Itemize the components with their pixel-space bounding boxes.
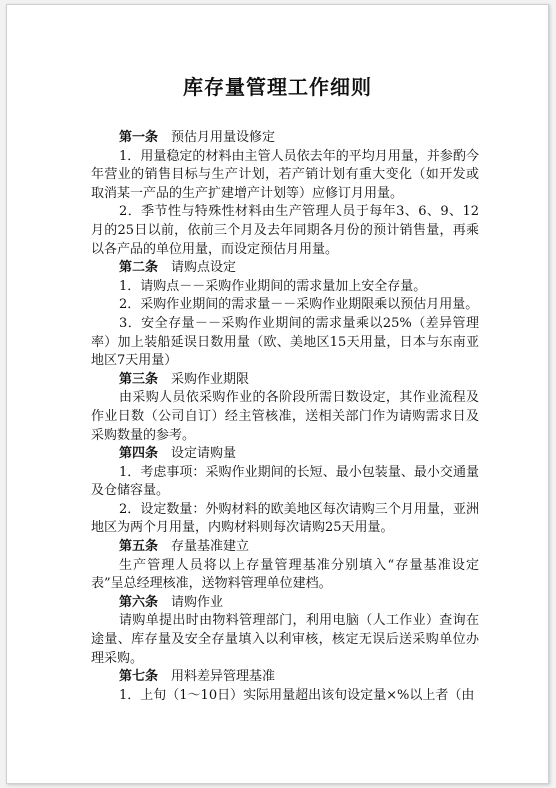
section-title: 预估月用量设修定 [171,130,276,145]
section-number: 第三条 [119,371,159,387]
paragraph: 1．上旬（1～10日）实际用量超出该旬设定量×%以上者（由 [119,687,475,703]
section-heading [91,538,479,557]
paragraph: 3．安全存量－－采购作业期间的需求量乘以25%（差异管理率）加上装船延误日数用量（欧、美地区15天用量，日本与东南亚地区7天用量） [91,315,479,369]
section-title: 设定请购量 [171,446,237,462]
paragraph: 1．用量稳定的材料由主管人员依去年的平均月用量，并参酌今年营业的销售目标与生产计划，若产销计划有重大变化（如开发或取消某一产品的生产扩建增产计划等）应修订月用量。 [91,148,479,201]
section-heading [91,445,479,464]
section-title: 存量基准建立 [171,539,250,555]
section-title: 用料差异管理基准 [171,669,276,685]
section-number: 第一条 [119,130,159,145]
paragraph: 1．考虑事项：采购作业期间的长短、最小包装量、最小交通量及仓储容量。 [91,464,479,499]
section-heading [91,668,479,687]
paragraph: 2．季节性与特殊性材料由生产管理人员于每年3、6、9、12月的25日以前，依前三个月及去年同期各月份的预计销售量，再乘以各产品的单位用量，而设定预估月用量。 [91,204,479,257]
section-heading [91,371,479,390]
document-page [6,4,549,784]
paragraph: 由采购人员依采购作业的各阶段所需日数设定，其作业流程及作业日数（公司自订）经主管核准，送相关部门作为请购需求日及采购数量的参考。 [91,390,479,443]
section-heading [91,259,479,278]
section-number: 第二条 [119,260,159,276]
paragraph: 2．设定数量：外购材料的欧美地区每次请购三个月用量，亚洲地区为两个月用量，内购材料则每次请购25天用量。 [91,501,479,536]
section-title: 请购作业 [171,594,224,610]
paragraph: 生产管理人员将以上存量管理基准分别填入“存量基准设定表”呈总经理核准，送物料管理单位建档。 [91,557,479,592]
section-number: 第五条 [119,539,159,555]
section-number: 第四条 [119,446,159,462]
document-body [91,129,479,705]
section-number: 第六条 [119,594,159,610]
section-heading [91,129,479,148]
paragraph: 2．采购作业期间的需求量－－采购作业期限乘以预估月用量。 [119,297,479,313]
section-heading [91,594,479,613]
paragraph: 1．请购点－－采购作业期间的需求量加上安全存量。 [119,278,427,294]
document-title: 库存量管理工作细则 [183,75,372,99]
paragraph: 请购单提出时由物料管理部门，利用电脑（人工作业）查询在途量、库存量及安全存量填入以利审核，核定无误后送采购单位办理采购。 [91,613,479,666]
section-number: 第七条 [119,669,159,685]
section-title: 请购点设定 [171,260,237,276]
section-title: 采购作业期限 [171,371,250,387]
